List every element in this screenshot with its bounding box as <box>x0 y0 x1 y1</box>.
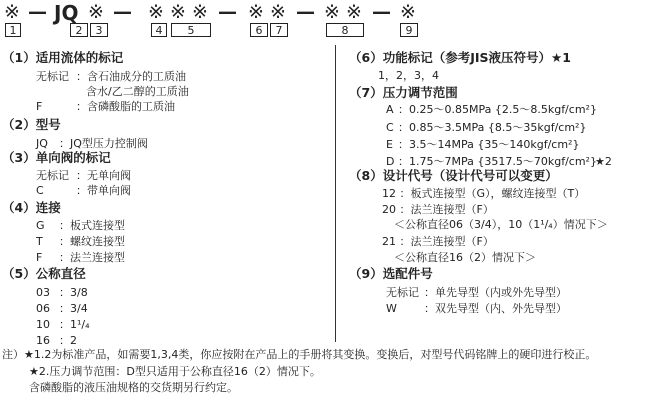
conn-value-t: ：螺纹连接型 <box>59 235 125 248</box>
fluid-value-mineral: ：含石油成分的工质油 <box>76 70 186 83</box>
size-key-06: 06 <box>36 302 50 315</box>
section-title-fluid: （1）适用流体的标记 <box>2 50 124 65</box>
dash-5: — <box>372 1 391 23</box>
pressure-key-d: D <box>386 155 395 168</box>
dash-3: — <box>218 1 237 23</box>
conn-key-g: G <box>36 219 45 232</box>
fluid-value-phosphate: ：含磷酸脂的工质油 <box>76 100 175 113</box>
model-key: JQ <box>36 137 48 150</box>
section-title-option: （9）选配件号 <box>349 266 433 281</box>
section-title-pressure-range: （7）压力调节范围 <box>349 85 458 100</box>
check-value-none: ：无单向阀 <box>76 169 131 182</box>
pressure-value-e: ：3.5～14MPa {35～140kgf/cm²} <box>398 138 580 151</box>
conn-key-f: F <box>36 251 43 264</box>
design-code-21: 21 ：法兰连接型（F） <box>382 235 494 248</box>
design-code-20: 20 ：法兰连接型（F） <box>382 203 494 216</box>
fluid-value-glycol: 含水/乙二醇的工质油 <box>86 85 189 98</box>
code-box-7: 7 <box>270 23 288 37</box>
design-code-12: 12 ：板式连接型（G），螺纹连接型（T） <box>382 187 586 200</box>
code-box-5: 5 <box>171 23 211 37</box>
check-key-none: 无标记 <box>36 169 69 182</box>
pressure-value-c: ：0.85～3.5MPa {8.5～35kgf/cm²} <box>398 121 587 134</box>
size-key-10: 10 <box>36 318 50 331</box>
note-1: 注）★1.2为标准产品，如需要1,3,4类，你应按附在产品上的手册将其变换。变换后，对型号代码铭牌上的硬印进行校正。 <box>2 348 597 361</box>
conn-value-f: ：法兰连接型 <box>59 251 125 264</box>
mark-6: ※ <box>248 1 264 23</box>
mark-5a: ※ <box>170 1 186 23</box>
section-title-check-valve: （3）单向阀的标记 <box>2 150 111 165</box>
dash-2: — <box>113 1 132 23</box>
pressure-star-note: ★2 <box>595 155 612 168</box>
mark-4: ※ <box>148 1 164 23</box>
design-code-21-note: ＜公称直径16（2）情况下＞ <box>394 251 536 264</box>
mark-5b: ※ <box>192 1 208 23</box>
design-code-20-note: ＜公称直径06（3/4），10（1¹/₄）情况下＞ <box>394 218 608 231</box>
section-title-connection: （4）连接 <box>2 200 61 215</box>
mark-8b: ※ <box>346 1 362 23</box>
section-title-model: （2）型号 <box>2 117 61 132</box>
option-key-w: W <box>386 302 397 315</box>
function-values: 1，2，3，4 <box>378 69 439 82</box>
code-box-2: 2 <box>70 23 88 37</box>
note-3: 含磷酸脂的液压油规格的交货期另行约定。 <box>29 381 238 394</box>
mark-3: ※ <box>88 1 104 23</box>
pressure-key-c: C <box>386 121 394 134</box>
conn-value-g: ：板式连接型 <box>59 219 125 232</box>
code-box-4: 4 <box>151 23 167 37</box>
model-value: ：JQ型压力控制阀 <box>59 137 148 150</box>
code-box-9: 9 <box>400 23 418 37</box>
section-title-design-code: （8）设计代号（设计代号可以变更） <box>349 168 558 183</box>
section-title-function: （6）功能标记（参考JIS液压符号）★1 <box>349 50 571 65</box>
size-value-10: ：1¹/₄ <box>59 318 90 331</box>
code-box-3: 3 <box>90 23 108 37</box>
note-2: ★2.压力调节范围：D型只适用于公称直径16（2）情况下。 <box>29 365 321 378</box>
section-title-nominal-size: （5）公称直径 <box>2 266 86 281</box>
code-box-8: 8 <box>326 23 364 37</box>
size-value-06: ：3/4 <box>59 302 88 315</box>
dash-1: — <box>28 1 47 23</box>
size-value-16: ：2 <box>59 334 77 347</box>
conn-key-t: T <box>36 235 43 248</box>
option-key-none: 无标记 <box>386 286 419 299</box>
option-value-double: ：双先导型（内、外先导型） <box>424 302 567 315</box>
column-divider <box>335 45 336 342</box>
pressure-key-a: A <box>386 103 394 116</box>
check-key-c: C <box>36 184 44 197</box>
code-box-1: 1 <box>5 23 21 37</box>
mark-9: ※ <box>400 1 416 23</box>
mark-1: ※ <box>4 1 20 23</box>
size-value-03: ：3/8 <box>59 286 88 299</box>
mark-7: ※ <box>270 1 286 23</box>
fluid-key-none: 无标记 <box>36 70 69 83</box>
pressure-value-a: ：0.25～0.85MPa {2.5～8.5kgf/cm²} <box>398 103 597 116</box>
option-value-single: ：单先导型（内或外先导型） <box>424 286 567 299</box>
size-key-03: 03 <box>36 286 50 299</box>
dash-4: — <box>296 1 315 23</box>
code-box-6: 6 <box>250 23 268 37</box>
check-value-c: ：带单向阀 <box>76 184 131 197</box>
pressure-key-e: E <box>386 138 393 151</box>
series-code: JQ <box>54 1 79 25</box>
fluid-key-f: F <box>36 100 43 113</box>
mark-8a: ※ <box>324 1 340 23</box>
size-key-16: 16 <box>36 334 50 347</box>
pressure-value-d: ：1.75～7MPa {3517.5～70kgf/cm²} <box>398 155 597 168</box>
